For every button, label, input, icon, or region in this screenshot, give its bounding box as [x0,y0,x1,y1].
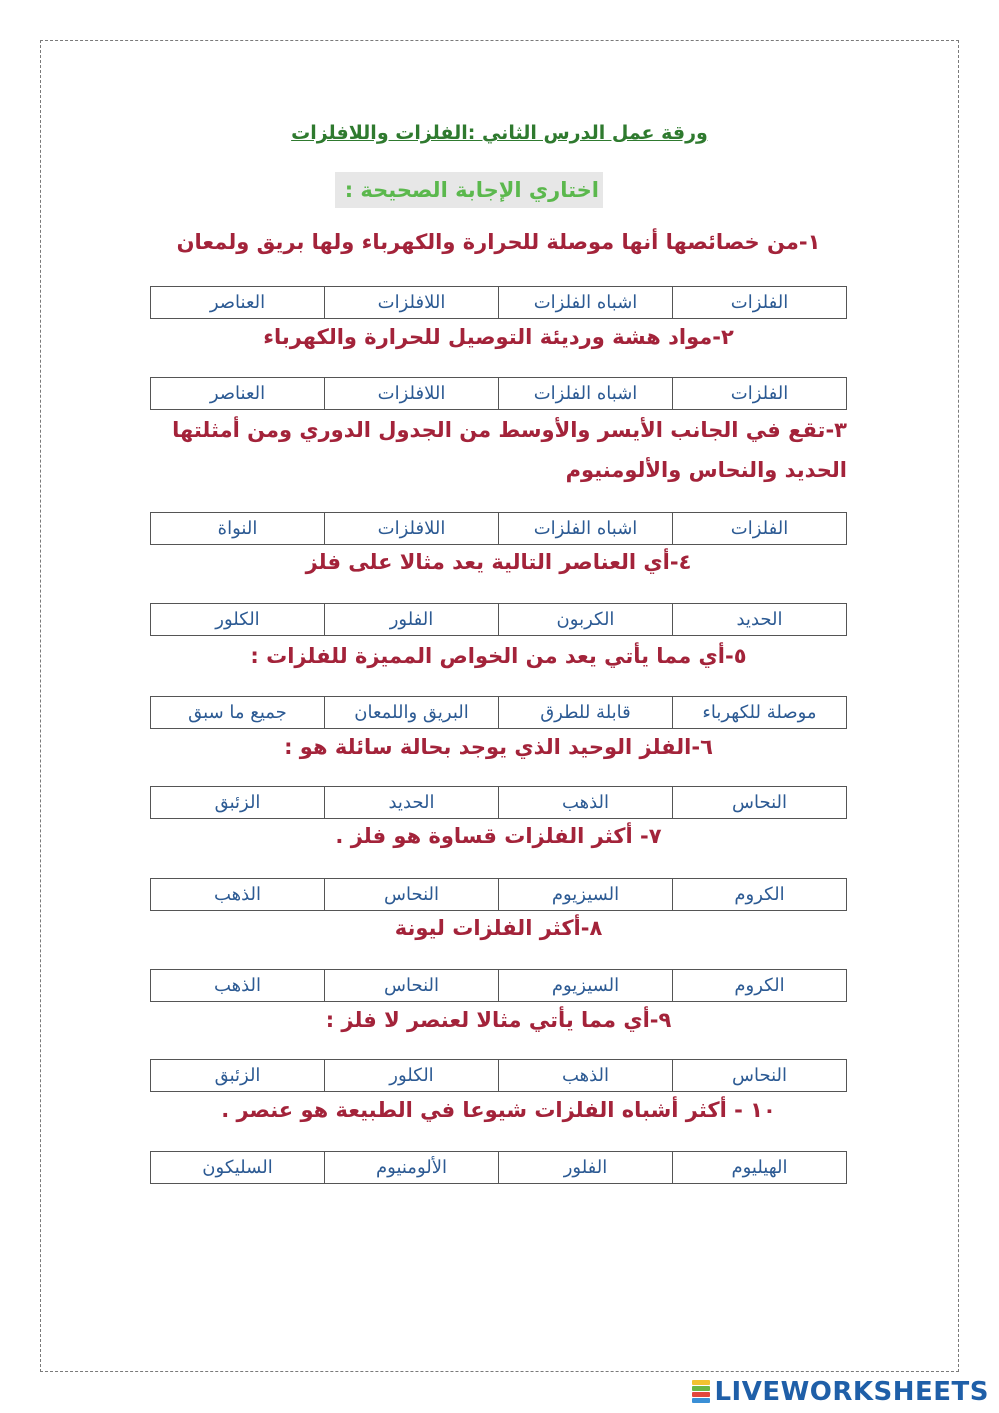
option[interactable]: الفلور [499,1152,673,1184]
option[interactable]: النحاس [325,970,499,1002]
option[interactable]: الكربون [499,604,673,636]
option[interactable]: اللافلزات [325,287,499,319]
question-3-line-2: الحديد والنحاس والألومنيوم [565,458,847,482]
option[interactable]: الفلزات [673,378,847,410]
option[interactable]: الذهب [151,879,325,911]
liveworksheets-logo-icon [692,1380,710,1404]
option[interactable]: اللافلزات [325,378,499,410]
option[interactable]: العناصر [151,287,325,319]
option[interactable]: الكروم [673,879,847,911]
option[interactable]: اشباه الفلزات [499,513,673,545]
options-row-9 [150,1059,847,1092]
question-7: ٧- أكثر الفلزات قساوة هو فلز . [335,824,662,848]
option[interactable]: جميع ما سبق [151,697,325,729]
option[interactable]: اللافلزات [325,513,499,545]
options-row-4 [150,603,847,636]
option[interactable]: الحديد [673,604,847,636]
question-1: ١-من خصائصها أنها موصلة للحرارة والكهرباء ولها بريق ولمعان [176,230,821,254]
option[interactable]: قابلة للطرق [499,697,673,729]
options-row-10 [150,1151,847,1184]
options-row-2 [150,377,847,410]
option[interactable]: الذهب [499,1060,673,1092]
option[interactable]: الكروم [673,970,847,1002]
option[interactable]: الزئبق [151,1060,325,1092]
question-10: ١٠ - أكثر أشباه الفلزات شيوعا في الطبيعة هو عنصر . [221,1098,776,1122]
option[interactable]: الكلور [325,1060,499,1092]
option[interactable]: موصلة للكهرباء [673,697,847,729]
question-6: ٦-الفلز الوحيد الذي يوجد بحالة سائلة هو : [284,735,713,759]
question-2: ٢-مواد هشة ورديئة التوصيل للحرارة والكهرباء [263,325,734,349]
question-8: ٨-أكثر الفلزات ليونة [394,916,603,940]
option[interactable]: الكلور [151,604,325,636]
option[interactable]: الفلور [325,604,499,636]
option[interactable]: الألومنيوم [325,1152,499,1184]
option[interactable]: الحديد [325,787,499,819]
options-row-7 [150,878,847,911]
option[interactable]: النحاس [673,787,847,819]
question-9: ٩-أي مما يأتي مثالا لعنصر لا فلز : [325,1008,672,1032]
option[interactable]: الذهب [151,970,325,1002]
option[interactable]: السيزيوم [499,879,673,911]
option[interactable]: النواة [151,513,325,545]
question-3-line-1: ٣-تقع في الجانب الأيسر والأوسط من الجدول الدوري ومن أمثلتها [172,418,847,442]
option[interactable]: السيزيوم [499,970,673,1002]
options-row-3 [150,512,847,545]
question-5: ٥-أي مما يأتي يعد من الخواص المميزة للفلزات : [250,644,747,668]
option[interactable]: اشباه الفلزات [499,378,673,410]
option[interactable]: الهيليوم [673,1152,847,1184]
option[interactable]: الفلزات [673,287,847,319]
option[interactable]: النحاس [325,879,499,911]
option[interactable]: اشباه الفلزات [499,287,673,319]
instruction-label: اختاري الإجابة الصحيحة : [335,172,603,208]
option[interactable]: الذهب [499,787,673,819]
liveworksheets-footer [692,1377,989,1407]
options-row-1 [150,286,847,319]
option[interactable]: العناصر [151,378,325,410]
options-row-5 [150,696,847,729]
brand-name[interactable]: LIVEWORKSHEETS [714,1377,989,1407]
options-row-8 [150,969,847,1002]
option[interactable]: البريق واللمعان [325,697,499,729]
option[interactable]: الفلزات [673,513,847,545]
worksheet-title: ورقة عمل الدرس الثاني :الفلزات واللافلزات [291,122,708,144]
options-row-6 [150,786,847,819]
option[interactable]: النحاس [673,1060,847,1092]
question-4: ٤-أي العناصر التالية يعد مثالا على فلز [305,550,692,574]
option[interactable]: الزئبق [151,787,325,819]
option[interactable]: السليكون [151,1152,325,1184]
